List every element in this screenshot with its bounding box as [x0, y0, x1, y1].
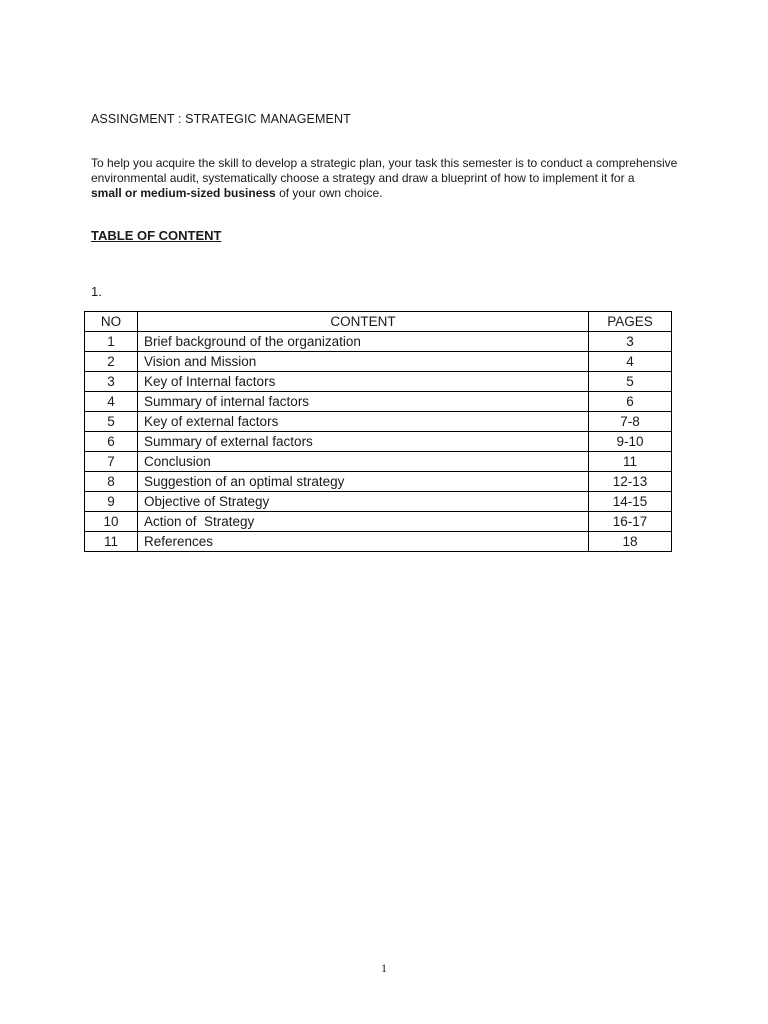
row-content: Key of external factors: [138, 412, 589, 432]
row-no: 8: [85, 472, 138, 492]
row-content: References: [138, 532, 589, 552]
page-number: 1: [381, 961, 387, 975]
row-no: 7: [85, 452, 138, 472]
intro-line-rest: of your own choice.: [275, 186, 383, 200]
table-row: [85, 372, 672, 392]
row-no: 9: [85, 492, 138, 512]
table-row: [85, 432, 672, 452]
row-no: 11: [85, 532, 138, 552]
row-no: 2: [85, 352, 138, 372]
table-row: [85, 532, 672, 552]
row-pages: 9-10: [589, 432, 672, 452]
row-content: Vision and Mission: [138, 352, 589, 372]
row-pages: 18: [589, 532, 672, 552]
row-pages: 16-17: [589, 512, 672, 532]
table-row: [85, 412, 672, 432]
table-row: [85, 352, 672, 372]
row-no: 4: [85, 392, 138, 412]
row-content: Summary of internal factors: [138, 392, 589, 412]
toc-table: [84, 311, 672, 552]
row-content: Conclusion: [138, 452, 589, 472]
row-content: Brief background of the organization: [138, 332, 589, 352]
table-row: [85, 452, 672, 472]
table-row: [85, 392, 672, 412]
row-no: 1: [85, 332, 138, 352]
row-pages: 5: [589, 372, 672, 392]
row-pages: 11: [589, 452, 672, 472]
intro-line: [91, 186, 711, 201]
table-row: [85, 512, 672, 532]
row-pages: 14-15: [589, 492, 672, 512]
list-number: 1.: [91, 284, 102, 299]
row-no: 6: [85, 432, 138, 452]
header-pages: PAGES: [589, 312, 672, 332]
toc-heading: TABLE OF CONTENT: [91, 228, 222, 243]
intro-line: environmental audit, systematically choose a strategy and draw a blueprint of how to implement it for a: [91, 171, 635, 185]
table-header-row: [85, 312, 672, 332]
table-row: [85, 472, 672, 492]
row-content: Action of Strategy: [138, 512, 589, 532]
table-row: [85, 492, 672, 512]
row-no: 3: [85, 372, 138, 392]
header-no: NO: [85, 312, 138, 332]
row-content: Key of Internal factors: [138, 372, 589, 392]
intro-paragraph: [91, 156, 711, 201]
row-pages: 7-8: [589, 412, 672, 432]
page-title: ASSINGMENT : STRATEGIC MANAGEMENT: [91, 112, 351, 126]
row-pages: 3: [589, 332, 672, 352]
intro-line: To help you acquire the skill to develop a strategic plan, your task this semester is to conduct a comprehensive: [91, 156, 678, 170]
header-content: CONTENT: [138, 312, 589, 332]
row-pages: 12-13: [589, 472, 672, 492]
row-pages: 6: [589, 392, 672, 412]
table-row: [85, 332, 672, 352]
row-content: Suggestion of an optimal strategy: [138, 472, 589, 492]
row-no: 5: [85, 412, 138, 432]
intro-emphasis: small or medium-sized business: [91, 186, 276, 200]
row-pages: 4: [589, 352, 672, 372]
row-content: Summary of external factors: [138, 432, 589, 452]
row-no: 10: [85, 512, 138, 532]
row-content: Objective of Strategy: [138, 492, 589, 512]
